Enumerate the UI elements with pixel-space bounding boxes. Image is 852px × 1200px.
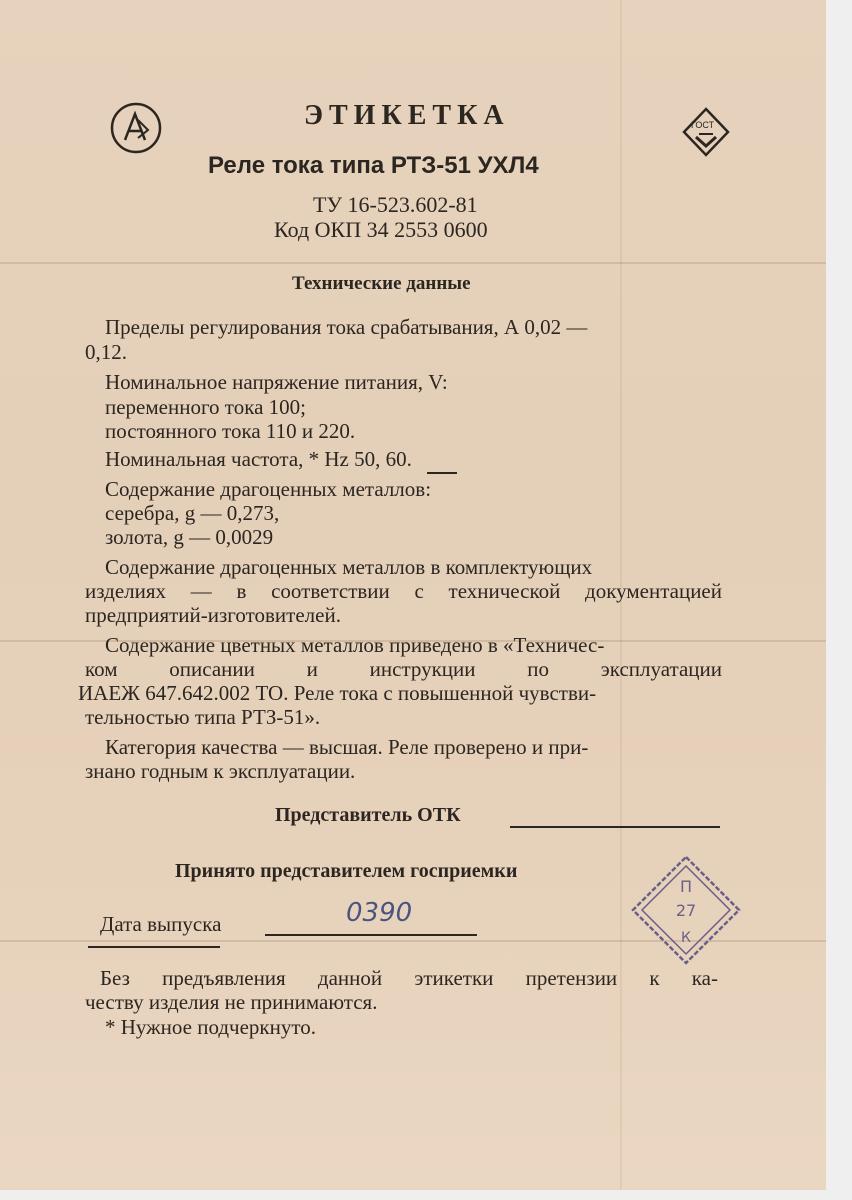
- stamp-top: П: [679, 877, 693, 896]
- quality-mark-icon: [108, 100, 164, 156]
- paragraph-precious-line: Содержание драгоценных металлов в комплектующих: [105, 555, 593, 579]
- okp-code: Код ОКП 34 2553 0600: [274, 217, 488, 242]
- stamp-bottom: К: [681, 930, 691, 946]
- otk-label: Представитель ОТК: [275, 804, 461, 826]
- acceptance-stamp: [628, 852, 744, 968]
- fold-line: [0, 262, 826, 264]
- product-name: Реле тока типа РТЗ-51 УХЛ4: [208, 152, 539, 179]
- paragraph-precious-line: предприятий-изготовителей.: [85, 603, 341, 627]
- date-underline-short: [88, 946, 220, 948]
- spec-current-range: Пределы регулирования тока срабатывания, А 0,02 —: [105, 315, 588, 339]
- spec-gold: золота, g — 0,0029: [105, 525, 274, 549]
- section-title: Технические данные: [292, 273, 471, 294]
- paragraph-nonferrous-line: ком описании и инструкции по эксплуатации: [85, 657, 722, 681]
- page-title: ЭТИКЕТКА: [304, 100, 510, 131]
- gost-mark-icon: [680, 106, 732, 158]
- otk-signature-line: [510, 826, 720, 828]
- date-label: Дата выпуска: [100, 912, 222, 936]
- footer-line: честву изделия не принимаются.: [85, 990, 378, 1014]
- frequency-underline: [427, 472, 457, 474]
- spec-voltage-dc: постоянного тока 110 и 220.: [105, 419, 356, 443]
- footer-line: Без предъявления данной этикетки претензии к ка-: [100, 966, 718, 990]
- stamp-middle: 27: [675, 901, 697, 920]
- spec-current-range-cont: 0,12.: [85, 340, 127, 364]
- spec-silver: серебра, g — 0,273,: [105, 501, 280, 525]
- date-value: 0390: [346, 898, 413, 928]
- paragraph-nonferrous-line: тельностью типа РТЗ-51».: [85, 705, 321, 729]
- spec-voltage-ac: переменного тока 100;: [105, 395, 306, 419]
- paragraph-nonferrous-line: ИАЕЖ 647.642.002 ТО. Реле тока с повышенной чувстви-: [78, 681, 597, 705]
- gost-mark-text: ГОСТ: [691, 120, 715, 130]
- accepted-label: Принято представителем госприемки: [175, 860, 518, 882]
- paragraph-precious-line: изделиях — в соответствии с технической документацией: [85, 579, 722, 603]
- date-line: [265, 934, 477, 936]
- spec-voltage-title: Номинальное напряжение питания, V:: [105, 370, 448, 394]
- spec-frequency: Номинальная частота, * Hz 50, 60.: [105, 447, 412, 471]
- tu-number: ТУ 16-523.602-81: [313, 192, 478, 217]
- paragraph-nonferrous-line: Содержание цветных металлов приведено в «Техничес-: [105, 633, 605, 657]
- footer-note: * Нужное подчеркнуто.: [105, 1015, 317, 1039]
- paragraph-quality-line: знано годным к эксплуатации.: [85, 759, 356, 783]
- paragraph-quality-line: Категория качества — высшая. Реле проверено и при-: [105, 735, 589, 759]
- spec-metals-title: Содержание драгоценных металлов:: [105, 477, 432, 501]
